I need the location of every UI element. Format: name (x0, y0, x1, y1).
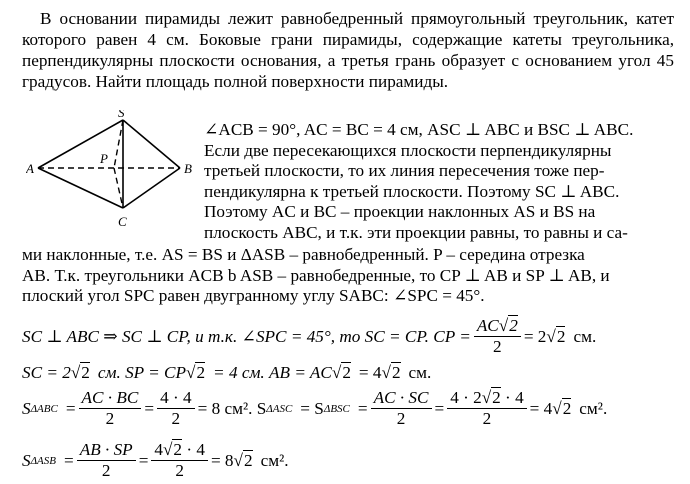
equation-2: SC = 2 √ 2 см. SP = CP √ 2 = 4 см. AB = AC √ 2 = 4 √ 2 см. (22, 362, 432, 382)
solution-line: третьей плоскости, то их линия пересечения тоже пер- (204, 161, 605, 181)
problem-text: В основании пирамиды лежит равнобедренный прямоугольный треугольник, катет которого равен 4 см. Боковые грани пирамиды, содержащие катеты треугольника, перпендикулярны плоскости основания, а третья грань образует с основанием угол 45 градусов. Найти площадь полной поверхности пирамиды. (22, 9, 674, 91)
edge-SB (123, 120, 180, 168)
label-A: A (26, 161, 34, 176)
edge-BC (123, 168, 180, 208)
label-B: B (184, 161, 192, 176)
label-P: P (100, 151, 108, 166)
fraction: $\frac{AC√2}{2}$ (474, 316, 521, 357)
equation-3: S ΔABC = $\frac{AC \cdot BC}{2}$ = $\frac{4 \cdot 4}{2}$ = 8 см². S ΔASC = S ΔBSC = $\frac{AC \cdot SC}{2}$ = $\frac{4 \cdot 2√2 \cdot 4}{2}$ = 4 √ 2 см². (22, 388, 608, 428)
label-C: C (118, 214, 127, 229)
solution-text-right (204, 120, 674, 244)
pyramid-figure (26, 110, 196, 238)
equation-4: S ΔASB = $\frac{AB \cdot SP}{2}$ = $\frac{4√2 \cdot 4}{2}$ = 8 √ 2 см². (22, 440, 289, 480)
edge-SA (38, 120, 123, 168)
problem-statement (22, 8, 674, 92)
solution-line: ∠ACB = 90°, AC = BC = 4 см, ASC ⊥ ABC и BSC ⊥ ABC. (204, 120, 634, 139)
pyramid-diagram (26, 110, 196, 238)
solution-line: плоский угол SPC равен двугранному углу SABC: ∠SPC = 45°. (22, 286, 485, 306)
segment-SP (114, 120, 123, 168)
label-S: S (118, 110, 125, 120)
solution-line: AB. Т.к. треугольники ACB b ASB – равнобедренные, то CP ⊥ AB и SP ⊥ AB, и (22, 265, 610, 285)
solution-line: Если две пересекающихся плоскости перпендикулярны (204, 140, 612, 160)
segment-PC (114, 168, 123, 208)
solution-line: ми наклонные, т.е. AS = BS и ΔASB – равнобедренный. P – середина отрезка (22, 245, 585, 264)
equation-1: SC ⊥ ABC ⇒ SC ⊥ CP, и т.к. ∠SPC = 45°, то SC = CP. CP = $\frac{AC√2}{2}$ = 2 √ 2 см. (22, 316, 597, 356)
edge-AC (38, 168, 123, 208)
solution-line: плоскость ABC, и т.к. эти проекции равны, то равны и са- (204, 222, 628, 242)
solution-line: пендикулярна к третьей плоскости. Поэтому SC ⊥ ABC. (204, 181, 620, 201)
solution-line: Поэтому AC и BC – проекции наклонных AS и BS на (204, 202, 596, 222)
solution-text-full (22, 245, 674, 307)
